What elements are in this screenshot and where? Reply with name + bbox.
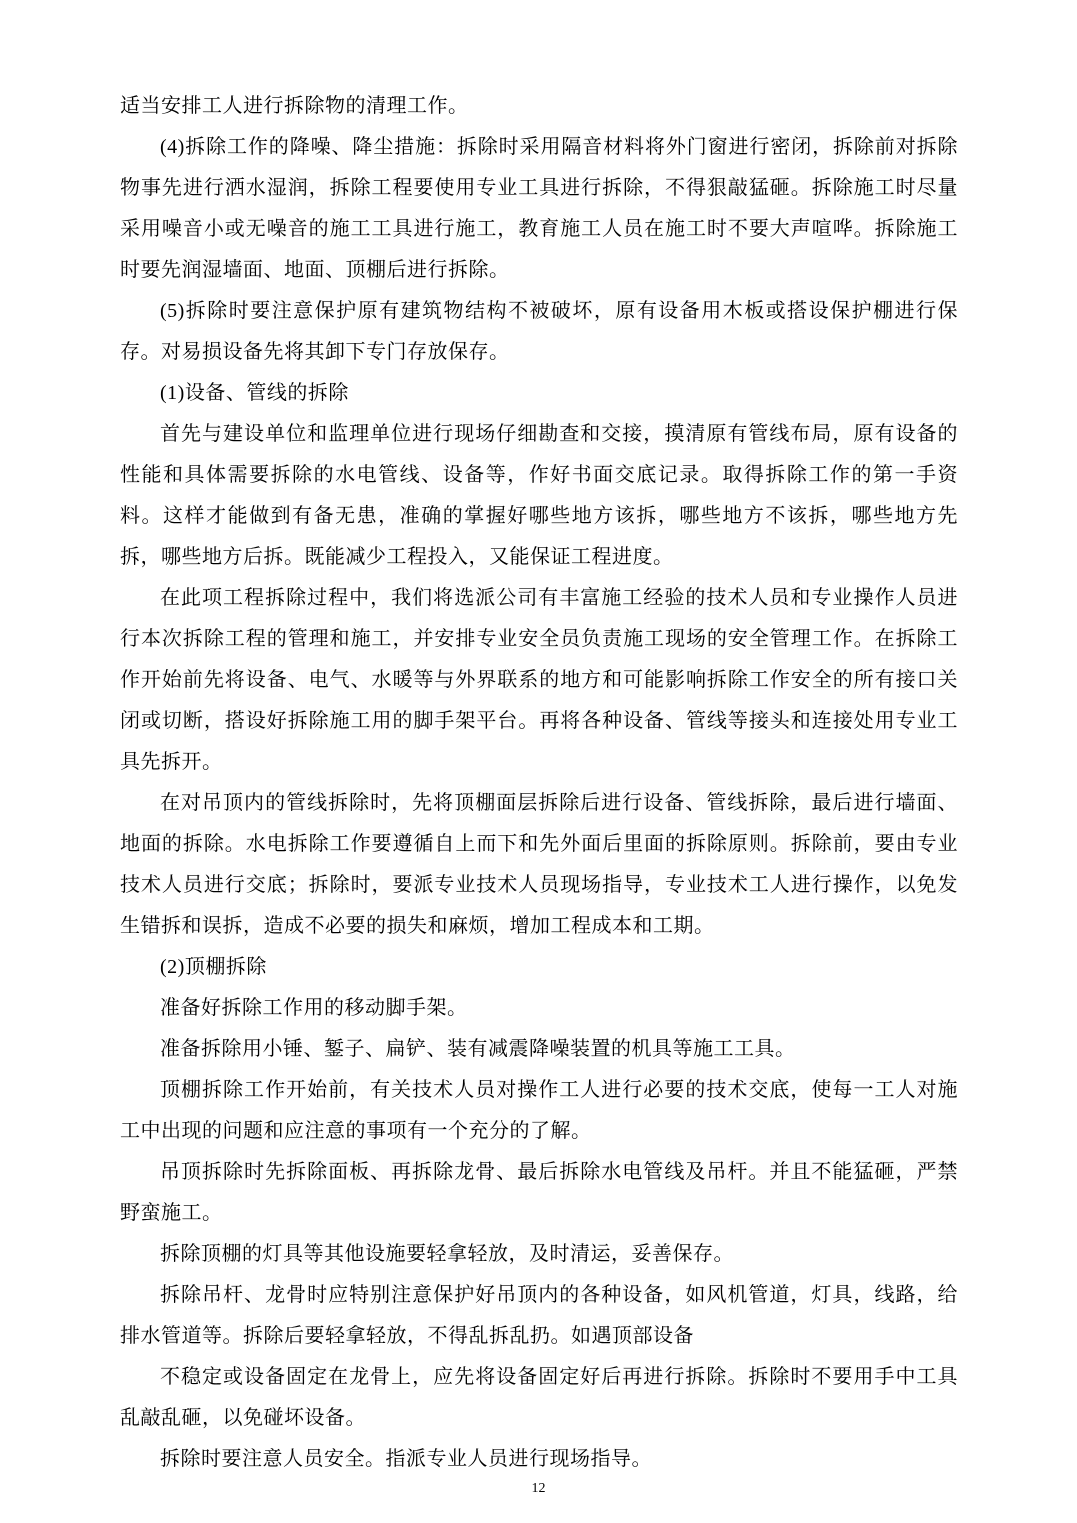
paragraph: (4)拆除工作的降噪、降尘措施：拆除时采用隔音材料将外门窗进行密闭，拆除前对拆除物事先进行洒水湿润，拆除工程要使用专业工具进行拆除，不得狠敲猛砸。拆除施工时尽量采用噪音小或无噪音的施工工具进行施工，教育施工人员在施工时不要大声喧哗。拆除施工时要先润湿墙面、地面、顶棚后进行拆除。 [120, 136, 958, 281]
paragraph: (2)顶棚拆除 [160, 956, 267, 978]
paragraph: 吊顶拆除时先拆除面板、再拆除龙骨、最后拆除水电管线及吊杆。并且不能猛砸，严禁野蛮施工。 [120, 1161, 958, 1224]
paragraph: 顶棚拆除工作开始前，有关技术人员对操作工人进行必要的技术交底，使每一工人对施工中出现的问题和应注意的事项有一个充分的了解。 [120, 1079, 958, 1142]
paragraph: 准备好拆除工作用的移动脚手架。 [160, 997, 468, 1019]
paragraph: 拆除吊杆、龙骨时应特别注意保护好吊顶内的各种设备，如风机管道，灯具，线路，给排水管道等。拆除后要轻拿轻放，不得乱拆乱扔。如遇顶部设备 [120, 1284, 958, 1347]
paragraph: 不稳定或设备固定在龙骨上，应先将设备固定好后再进行拆除。拆除时不要用手中工具乱敲乱砸，以免碰坏设备。 [120, 1366, 958, 1429]
page-footer [0, 1479, 1077, 1497]
paragraph: 准备拆除用小锤、錾子、扁铲、装有减震降噪装置的机具等施工工具。 [160, 1038, 796, 1060]
page-number: 12 [531, 1481, 546, 1496]
paragraph: 拆除顶棚的灯具等其他设施要轻拿轻放，及时清运，妥善保存。 [160, 1243, 734, 1265]
paragraph: 在对吊顶内的管线拆除时，先将顶棚面层拆除后进行设备、管线拆除，最后进行墙面、地面的拆除。水电拆除工作要遵循自上而下和先外面后里面的拆除原则。拆除前，要由专业技术人员进行交底；拆除时，要派专业技术人员现场指导，专业技术工人进行操作，以免发生错拆和误拆，造成不必要的损失和麻烦，增加工程成本和工期。 [120, 792, 958, 937]
paragraph: (1)设备、管线的拆除 [160, 382, 349, 404]
paragraph: (5)拆除时要注意保护原有建筑物结构不被破坏，原有设备用木板或搭设保护棚进行保存。对易损设备先将其卸下专门存放保存。 [120, 300, 958, 363]
paragraph: 在此项工程拆除过程中，我们将选派公司有丰富施工经验的技术人员和专业操作人员进行本次拆除工程的管理和施工，并安排专业安全员负责施工现场的安全管理工作。在拆除工作开始前先将设备、电气、水暖等与外界联系的地方和可能影响拆除工作安全的所有接口关闭或切断，搭设好拆除施工用的脚手架平台。再将各种设备、管线等接头和连接处用专业工具先拆开。 [120, 587, 958, 773]
paragraph: 首先与建设单位和监理单位进行现场仔细勘查和交接，摸清原有管线布局，原有设备的性能和具体需要拆除的水电管线、设备等，作好书面交底记录。取得拆除工作的第一手资料。这样才能做到有备无患，准确的掌握好哪些地方该拆，哪些地方不该拆，哪些地方先拆，哪些地方后拆。既能减少工程投入，又能保证工程进度。 [120, 423, 958, 568]
paragraph: 拆除时要注意人员安全。指派专业人员进行现场指导。 [160, 1448, 652, 1470]
document-body [120, 86, 958, 1480]
paragraph: 适当安排工人进行拆除物的清理工作。 [120, 95, 469, 117]
